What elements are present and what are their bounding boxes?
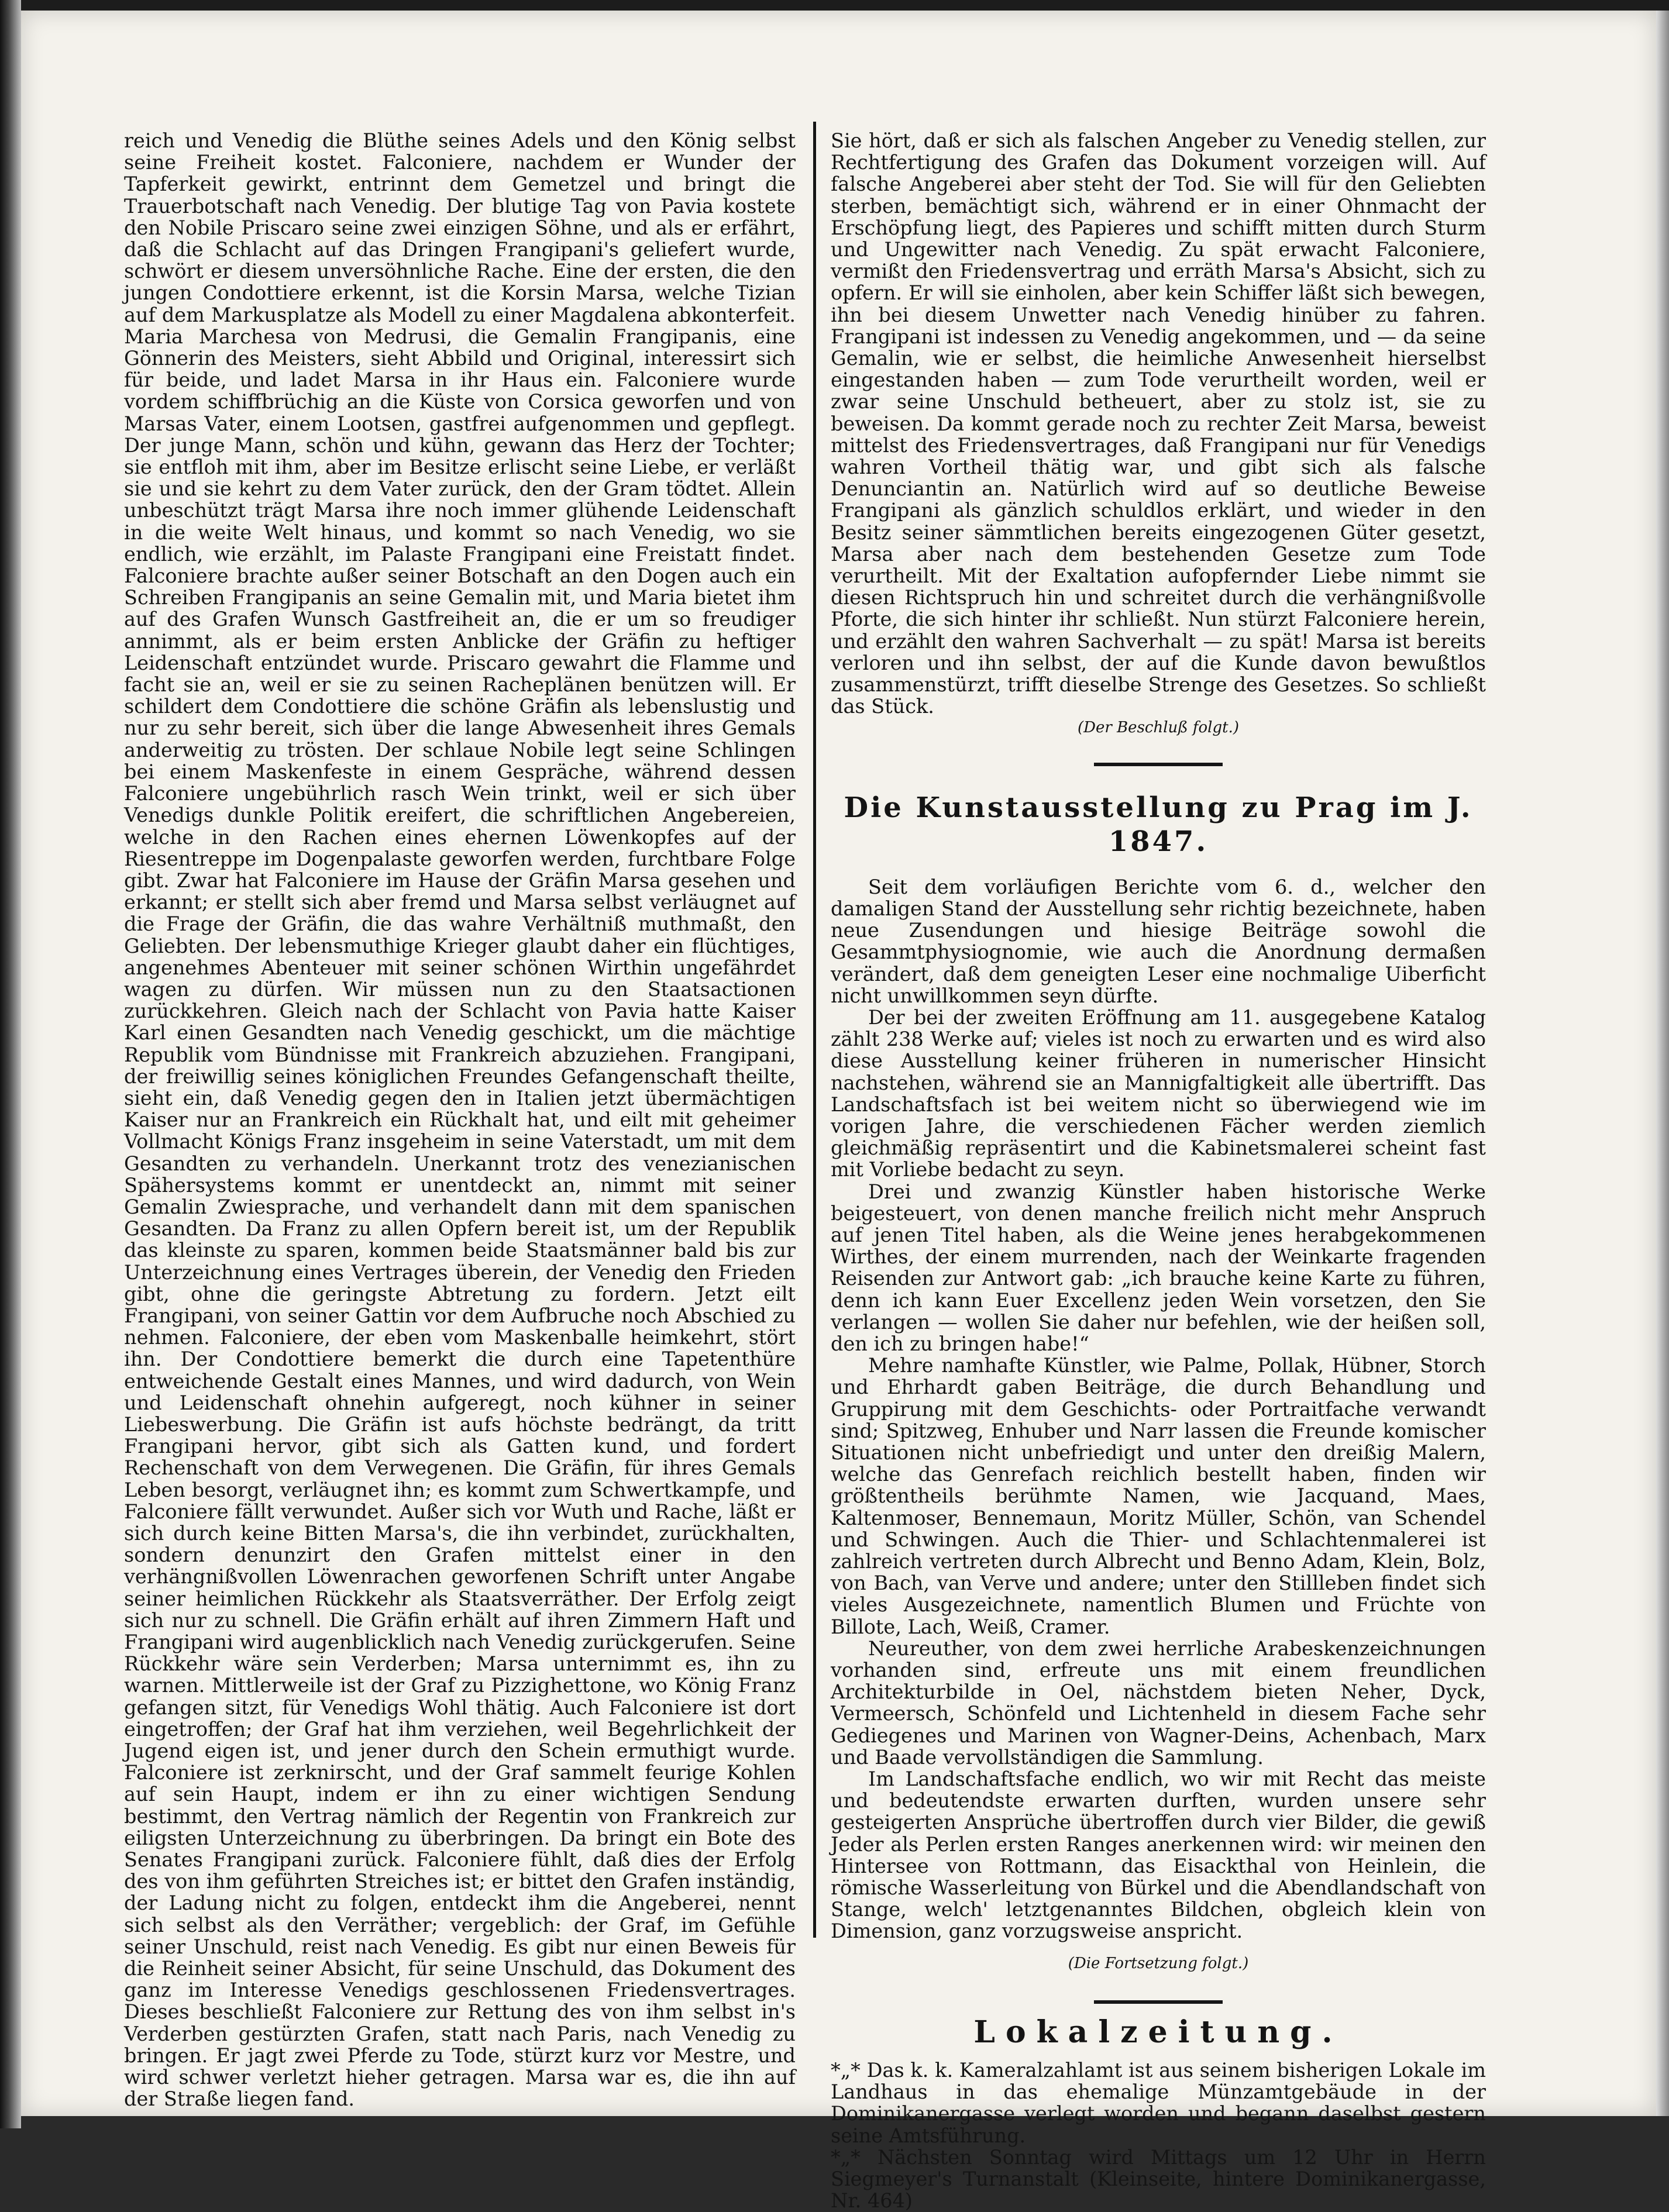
article-paragraph: Drei und zwanzig Künstler haben historische Werke beigesteuert, von denen manche freilich nicht mehr Anspruch auf jenen Titel haben, als die Weine jenes herabgekommenen Wirthes, der einem murrenden, nach der Weinkarte fragenden Reisenden zur Antwort gab: „ich brauche keine Karte zu führen, denn ich kann Euer Excellenz jeden Wein vorsetzen, den Sie verlangen — wollen Sie daher nur befehlen, wie der heißen soll, den ich zu bringen habe!“	[831, 1180, 1486, 1355]
article-paragraph: Im Landschaftsfache endlich, wo wir mit Recht das meiste und bedeutendste erwarten durften, wurden unsere sehr gesteigerten Ansprüche übertroffen durch vier Bilder, die gewiß Jeder als Perlen ersten Ranges anerkennen wird: wir meinen den Hintersee von Rottmann, das Eisackthal von Heinlein, die römische Wasserleitung von Bürkel und die Abendlandschaft von Stange, welch' letztgenanntes Bildchen, obgleich klein von Dimension, ganz vorzugsweise anspricht.	[831, 1767, 1486, 1943]
left-column	[124, 130, 796, 2110]
scan-top-edge	[21, 0, 1669, 11]
article-paragraph: Seit dem vorläufigen Berichte vom 6. d., welcher den damaligen Stand der Ausstellung sehr richtig bezeichnete, haben neue Zusendungen und hiesige Beiträge sowohl die Gesammtphysiognomie, wie auch die Anordnung dermaßen verändert, daß dem geneigten Leser eine nochmalige Uiberficht nicht unwillkommen seyn dürfte.	[831, 875, 1486, 1007]
article-continuation-note: (Die Fortsetzung folgt.)	[1068, 1954, 1249, 1972]
story-continuation-note: (Der Beschluß folgt.)	[1078, 719, 1239, 737]
story-ending-text: Sie hört, daß er sich als falschen Angeber zu Venedig stellen, zur Rechtfertigung des Grafen das Dokument vorzeigen will. Auf falsche Angeberei aber steht der Tod. Sie will für den Geliebten sterben, bemächtigt sich, während er in einer Ohnmacht der Erschöpfung liegt, des Papieres und schifft mitten durch Sturm und Ungewitter nach Venedig. Zu spät erwacht Falconiere, vermißt den Friedensvertrag und erräth Marsa's Absicht, sich zu opfern. Er will sie einholen, aber kein Schiffer läßt sich bewegen, ihn bei diesem Unwetter nach Venedig hinüber zu fahren. Frangipani ist indessen zu Venedig angekommen, und — da seine Gemalin, wie er selbst, die heimliche Anwesenheit hierselbst eingestanden haben — zum Tode verurtheilt worden, weil er zwar seine Unschuld betheuert, aber zu stolz ist, sie zu beweisen. Da kommt gerade noch zu rechter Zeit Marsa, beweist mittelst des Friedensvertrages, daß Frangipani nur für Venedigs wahren Vortheil thätig war, und gibt sich als falsche Denunciantin an. Natürlich wird auf so deutliche Beweise Frangipani als gänzlich schuldlos erklärt, und wieder in den Besitz seiner sämmtlichen bereits eingezogenen Güter gesetzt, Marsa aber nach dem bestehenden Gesetze zum Tode verurtheilt. Mit der Exaltation aufopfernder Liebe nimmt sie diesen Richtspruch hin und schreitet durch die verhängnißvolle Pforte, die sich hinter ihr schließt. Nun stürzt Falconiere herein, und erzählt den wahren Sachverhalt — zu spät! Marsa ist bereits verloren und ihn selbst, der auf die Kunde davon bewußtlos zusammenstürzt, trifft dieselbe Strenge des Gesetzes. So schließt das Stück.	[831, 129, 1486, 718]
scan-binding-edge	[0, 0, 21, 2128]
local-news-item: *„* Nächsten Sonntag wird Mittags um 12 Uhr in Herrn Siegmeyer's Turnanstalt (Kleinseite, hintere Dominikanergasse, Nr. 464)	[831, 2145, 1486, 2212]
article-paragraph: Mehre namhafte Künstler, wie Palme, Pollak, Hübner, Storch und Ehrhardt gaben Beiträge, die durch Behandlung und Gruppirung mit dem Geschichts- oder Portraitfache verwandt sind; Spitzweg, Enhuber und Narr lassen die Freunde komischer Situationen nicht unbefriedigt und unter den dreißig Malern, welche das Genrefach reichlich bestellt haben, finden wir größtentheils berühmte Namen, wie Jacquand, Maes, Kaltenmoser, Bennemaun, Moritz Müller, Schön, van Schendel und Schwingen. Auch die Thier- und Schlachtenmalerei ist zahlreich vertreten durch Albrecht und Benno Adam, Klein, Bolz, von Bach, van Verve und andere; unter den Stillleben findet sich vieles Ausgezeichnete, namentlich Blumen und Früchte von Billote, Lach, Weiß, Cramer.	[831, 1354, 1486, 1638]
section-separator	[1094, 763, 1223, 766]
column-divider	[813, 122, 816, 1938]
story-continuation-text: reich und Venedig die Blüthe seines Adels und den König selbst seine Freiheit kostet. Falconiere, nachdem er Wunder der Tapferkeit gewirkt, entrinnt dem Gemetzel und bringt die Trauerbotschaft nach Venedig. Der blutige Tag von Pavia kostete den Nobile Priscaro seine zwei einzigen Söhne, und als er erfährt, daß die Schlacht auf das Dringen Frangipani's geliefert wurde, schwört er diesem unversöhnliche Rache. Eine der ersten, die den jungen Condottiere erkennt, ist die Korsin Marsa, welche Tizian auf dem Markusplatze als Modell zu einer Magdalena abkonterfeit. Maria Marchesa von Medrusi, die Gemalin Frangipanis, eine Gönnerin des Meisters, sieht Abbild und Original, interessirt sich für beide, und ladet Marsa in ihr Haus ein. Falconiere wurde vordem schiffbrüchig an die Küste von Corsica geworfen und von Marsas Vater, einem Lootsen, gastfrei aufgenommen und gepflegt. Der junge Mann, schön und kühn, gewann das Herz der Tochter; sie entfloh mit ihm, aber im Besitze erlischt seine Liebe, er verläßt sie und sie kehrt zu dem Vater zurück, den der Gram tödtet. Allein unbeschützt trägt Marsa ihre noch immer glühende Leidenschaft in die weite Welt hinaus, und kommt so nach Venedig, wo sie endlich, wie erzählt, im Palaste Frangipani eine Freistatt findet. Falconiere brachte außer seiner Botschaft an den Dogen auch ein Schreiben Frangipanis an seine Gemalin mit, und Maria bietet ihm auf des Grafen Wunsch Gastfreiheit an, die er um so freudiger annimmt, als er beim ersten Anblicke der Gräfin zu heftiger Leidenschaft entzündet wurde. Priscaro gewahrt die Flamme und facht sie an, weil er sie zu seinen Racheplänen benützen will. Er schildert dem Condottiere die schöne Gräfin als lebenslustig und nur zu sehr bereit, sich über die lange Abwesenheit ihres Gemals anderweitig zu trösten. Der schlaue Nobile legt seine Schlingen bei einem Maskenfeste in einem Gespräche, während dessen Falconiere ungebührlich rasch Wein trinkt, weil er sich über Venedigs dunkle Politik ereifert, die schriftlichen Angebereien, welche in den Rachen eines ehernen Löwenkopfes auf der Riesentreppe im Dogenpalaste geworfen werden, furchtbare Folge gibt. Zwar hat Falconiere im Hause der Gräfin Marsa gesehen und erkannt; er stellt sich aber fremd und Marsa selbst verläugnet auf die Frage der Gräfin, die das wahre Verhältniß muthmaßt, den Geliebten. Der lebensmuthige Krieger glaubt daher ein flüchtiges, angenehmes Abenteuer mit seiner schönen Wirthin ungefährdet wagen zu dürfen. Wir müssen nun zu den Staatsactionen zurückkehren. Gleich nach der Schlacht von Pavia hatte Kaiser Karl einen Gesandten nach Venedig geschickt, um die mächtige Republik vom Bündnisse mit Frankreich abzuziehen. Frangipani, der freiwillig seines königlichen Freundes Gefangenschaft theilte, sieht ein, daß Venedig gegen den in Italien jetzt übermächtigen Kaiser nur an Frankreich ein Rückhalt hat, und eilt mit geheimer Vollmacht Königs Franz insgeheim in seine Vaterstadt, um mit dem Gesandten zu verhandeln. Unerkannt trotz des venezianischen Spähersystems kommt er unentdeckt an, nimmt mit seiner Gemalin Zwiesprache, und verhandelt dann mit dem spanischen Gesandten. Da Franz zu allen Opfern bereit ist, um der Republik das kleinste zu sparen, kommen beide Staatsmänner bald bis zur Unterzeichnung eines Vertrages überein, der Venedig den Frieden gibt, ohne die geringste Abtretung zu fordern. Jetzt eilt Frangipani, von seiner Gattin vor dem Aufbruche noch Abschied zu nehmen. Falconiere, der eben vom Maskenballe heimkehrt, stört ihn. Der Condottiere bemerkt die durch eine Tapetenthüre entweichende Gestalt eines Mannes, und wird dadurch, von Wein und Leidenschaft ohnehin aufgeregt, noch kühner in seiner Liebeswerbung. Die Gräfin ist aufs höchste bedrängt, da tritt Frangipani hervor, gibt sich als Gatten kund, und fordert Rechenschaft von dem Verwegenen. Die Gräfin, für ihres Gemals Leben besorgt, verläugnet ihn; es kommt zum Schwertkampfe, und Falconiere fällt verwundet. Außer sich vor Wuth und Rache, läßt er sich durch keine Bitten Marsa's, die ihn verbindet, zurückhalten, sondern denunzirt den Grafen mittelst einer in den verhängnißvollen Löwenrachen geworfenen Schrift unter Angabe seiner heimlichen Rückkehr als Staatsverräther. Der Erfolg zeigt sich nur zu schnell. Die Gräfin erhält auf ihren Zimmern Haft und Frangipani wird augenblicklich nach Venedig zurückgerufen. Seine Rückkehr wäre sein Verderben; Marsa unternimmt es, ihn zu warnen. Mittlerweile ist der Graf zu Pizzighettone, wo König Franz gefangen sitzt, für Venedigs Wohl thätig. Auch Falconiere ist dort eingetroffen; der Graf hat ihm verziehen, weil Begehrlichkeit der Jugend eigen ist, und jener durch den Schein ermuthigt wurde. Falconiere ist zerknirscht, und der Graf sammelt feurige Kohlen auf sein Haupt, indem er ihn zu einer wichtigen Sendung bestimmt, den Vertrag nämlich der Regentin von Frankreich zur eiligsten Unterzeichnung zu überbringen. Da bringt ein Bote des Senates Frangipani zurück. Falconiere fühlt, daß dies der Erfolg des von ihm geführten Streiches ist; er bittet den Grafen inständig, der Ladung nicht zu folgen, entdeckt ihm die Angeberei, nennt sich selbst als den Verräther; vergeblich: der Graf, im Gefühle seiner Unschuld, reist nach Venedig. Es gibt nur einen Beweis für die Reinheit seiner Absicht, für seine Unschuld, das Dokument des ganz im Interesse Venedigs geschlossenen Friedensvertrages. Dieses beschließt Falconiere zur Rettung des von ihm selbst in's Verderben gestürzten Grafen, statt nach Paris, nach Venedig zu bringen. Er jagt zwei Pferde zu Tode, stürzt kurz vor Mestre, und wird schwer verletzt hieher getragen. Marsa war es, die ihn auf der Straße liegen fand.	[124, 129, 796, 2111]
article-title: Die Kunstausstellung zu Prag im J. 1847.	[844, 791, 1473, 858]
local-news-item: *„* Das k. k. Kameralzahlamt ist aus seinem bisherigen Lokale im Landhaus in das ehemalige Münzamtgebäude in der Dominikanergasse verlegt worden und begann daselbst gestern seine Amtsführung.	[831, 2059, 1486, 2147]
article-paragraph: Neureuther, von dem zwei herrliche Arabeskenzeichnungen vorhanden sind, erfreute uns mit einem freundlichen Architekturbilde in Oel, nächstdem bieten Neher, Dyck, Vermeersch, Schönfeld und Lichtenheld in diesem Fache sehr Gediegenes und Marinen von Wagner-Deins, Achenbach, Marx und Baade vervollständigen die Sammlung.	[831, 1636, 1486, 1769]
section-separator	[1094, 2000, 1223, 2004]
section-title: Lokalzeitung.	[973, 2014, 1343, 2050]
scan-right-edge	[1656, 11, 1669, 2116]
right-column	[831, 130, 1486, 2211]
article-paragraph: Der bei der zweiten Eröffnung am 11. ausgegebene Katalog zählt 238 Werke auf; vieles ist noch zu erwarten und es wird also diese Ausstellung keiner früheren in numerischer Hinsicht nachstehen, während sie an Mannigfaltigkeit alle übertrifft. Das Landschaftsfach ist bei weitem nicht so überwiegend wie im vorigen Jahre, die verschiedenen Fächer werden ziemlich gleichmäßig repräsentirt und die Kabinetsmalerei scheint fast mit Vorliebe bedacht zu seyn.	[831, 1005, 1486, 1181]
